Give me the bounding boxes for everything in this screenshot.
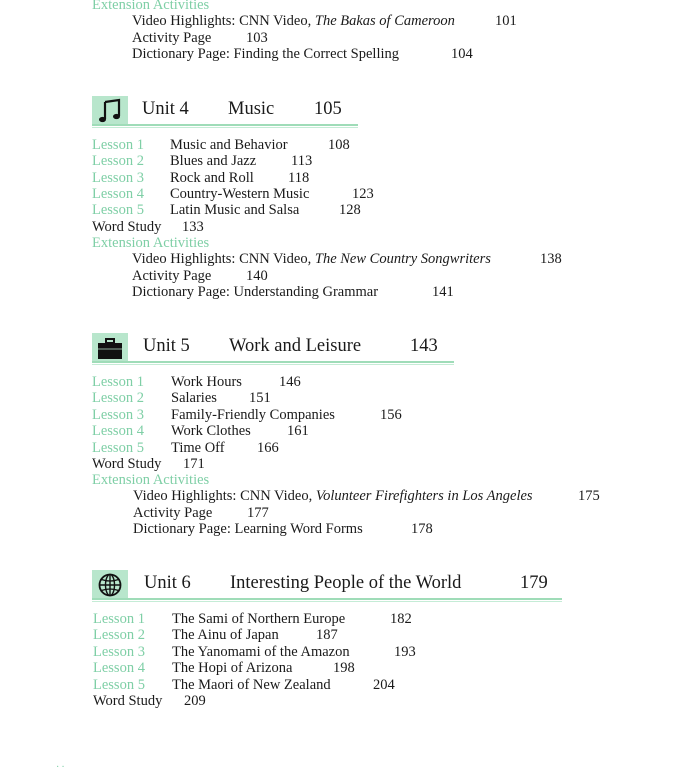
heading-rule-thin (92, 601, 562, 602)
video-highlights-entry: Video Highlights: CNN Video, The Bakas of Cameroon (132, 13, 455, 29)
lesson-title: Latin Music and Salsa (170, 202, 300, 218)
lesson-label: Lesson 4 (92, 423, 144, 439)
activity-page-entry: Activity Page (132, 268, 212, 284)
lesson-label: Lesson 2 (92, 153, 144, 169)
page-number: 141 (432, 284, 454, 300)
unit-page-number: 143 (410, 336, 438, 356)
page-number: 140 (246, 268, 268, 284)
page-number: 113 (291, 153, 313, 169)
heading-rule (92, 361, 454, 363)
lesson-label: Lesson 5 (92, 440, 144, 456)
lesson-label: Lesson 3 (92, 170, 144, 186)
unit-6-heading (92, 570, 562, 602)
lesson-label: Lesson 2 (93, 627, 145, 643)
page-number: 204 (373, 677, 395, 693)
extension-activities-label: Extension Activities (92, 472, 210, 488)
unit-title: Music (228, 99, 275, 119)
word-study-entry: Word Study (92, 219, 162, 235)
page-number: 101 (495, 13, 517, 29)
page-number: 103 (246, 30, 268, 46)
page-number: 133 (182, 219, 204, 235)
briefcase-icon (97, 335, 123, 361)
lesson-label: Lesson 4 (92, 186, 144, 202)
lesson-label: Lesson 1 (93, 611, 145, 627)
page-number: 209 (184, 693, 206, 709)
video-title: The Bakas of Cameroon (314, 13, 455, 29)
lesson-label: Lesson 2 (92, 390, 144, 406)
video-highlights-entry: Video Highlights: CNN Video, The New Country Songwriters (132, 251, 491, 267)
page-number: 177 (247, 505, 269, 521)
unit-page-number: 179 (520, 573, 548, 593)
lesson-label: Lesson 4 (93, 660, 145, 676)
word-study-entry: Word Study (93, 693, 163, 709)
video-title: The New Country Songwriters (314, 251, 491, 267)
heading-rule (92, 124, 358, 126)
dictionary-page-entry: Dictionary Page: Learning Word Forms (133, 521, 363, 537)
page-number: 118 (288, 170, 310, 186)
lesson-label: Lesson 3 (93, 644, 145, 660)
globe-icon (97, 572, 123, 598)
unit-title: Work and Leisure (229, 336, 362, 356)
extension-activities-label: Extension Activities (92, 235, 210, 251)
page-number: 128 (339, 202, 361, 218)
unit-number: Unit 6 (144, 573, 191, 593)
page-number: 108 (328, 137, 350, 153)
unit-number: Unit 5 (143, 336, 190, 356)
page-number: 178 (411, 521, 433, 537)
lesson-label: Lesson 1 (92, 137, 144, 153)
unit-5-icon-box (92, 333, 128, 363)
unit-4-heading (92, 96, 358, 128)
unit-4-icon-box (92, 96, 128, 126)
lesson-title: Rock and Roll (170, 170, 254, 186)
heading-rule-thin (92, 127, 358, 128)
page-number: 166 (257, 440, 279, 456)
decorative-dots: ·· (56, 762, 67, 773)
lesson-title: The Ainu of Japan (172, 627, 279, 643)
video-highlights-entry: Video Highlights: CNN Video, Volunteer Firefighters in Los Angeles (133, 488, 533, 504)
page-number: 182 (390, 611, 412, 627)
unit-number: Unit 4 (142, 99, 189, 119)
lesson-label: Lesson 5 (93, 677, 145, 693)
unit-page-number: 105 (314, 99, 342, 119)
page-number: 156 (380, 407, 402, 423)
video-title: Volunteer Firefighters in Los Angeles (315, 488, 533, 504)
activity-page-entry: Activity Page (132, 30, 212, 46)
lesson-title: The Yanomami of the Amazon (172, 644, 350, 660)
page-number: 187 (316, 627, 338, 643)
lesson-title: The Hopi of Arizona (172, 660, 293, 676)
page-number: 175 (578, 488, 600, 504)
lesson-title: Work Clothes (171, 423, 251, 439)
extension-activities-label: Extension Activities (92, 0, 210, 13)
unit-title: Interesting People of the World (230, 573, 462, 593)
unit-5-heading (92, 333, 454, 365)
lesson-title: Work Hours (171, 374, 242, 390)
page-number: 146 (279, 374, 301, 390)
dictionary-page-entry: Dictionary Page: Understanding Grammar (132, 284, 379, 300)
page-number: 104 (451, 46, 473, 62)
page-number: 151 (249, 390, 271, 406)
lesson-label: Lesson 5 (92, 202, 144, 218)
lesson-label: Lesson 1 (92, 374, 144, 390)
lesson-title: Blues and Jazz (170, 153, 257, 169)
lesson-title: Music and Behavior (170, 137, 288, 153)
lesson-title: Family-Friendly Companies (171, 407, 335, 423)
lesson-title: Time Off (171, 440, 225, 456)
heading-rule-thin (92, 364, 454, 365)
dictionary-page-entry: Dictionary Page: Finding the Correct Spelling (132, 46, 399, 62)
unit-6-icon-box (92, 570, 128, 600)
page-number: 123 (352, 186, 374, 202)
music-note-icon (97, 98, 123, 124)
heading-rule (92, 598, 562, 600)
page-number: 171 (183, 456, 205, 472)
lesson-title: The Maori of New Zealand (172, 677, 331, 693)
page-number: 161 (287, 423, 309, 439)
word-study-entry: Word Study (92, 456, 162, 472)
lesson-title: The Sami of Northern Europe (172, 611, 346, 627)
page-number: 138 (540, 251, 562, 267)
page-number: 193 (394, 644, 416, 660)
lesson-title: Country-Western Music (170, 186, 310, 202)
lesson-label: Lesson 3 (92, 407, 144, 423)
lesson-title: Salaries (171, 390, 217, 406)
activity-page-entry: Activity Page (133, 505, 213, 521)
page-number: 198 (333, 660, 355, 676)
